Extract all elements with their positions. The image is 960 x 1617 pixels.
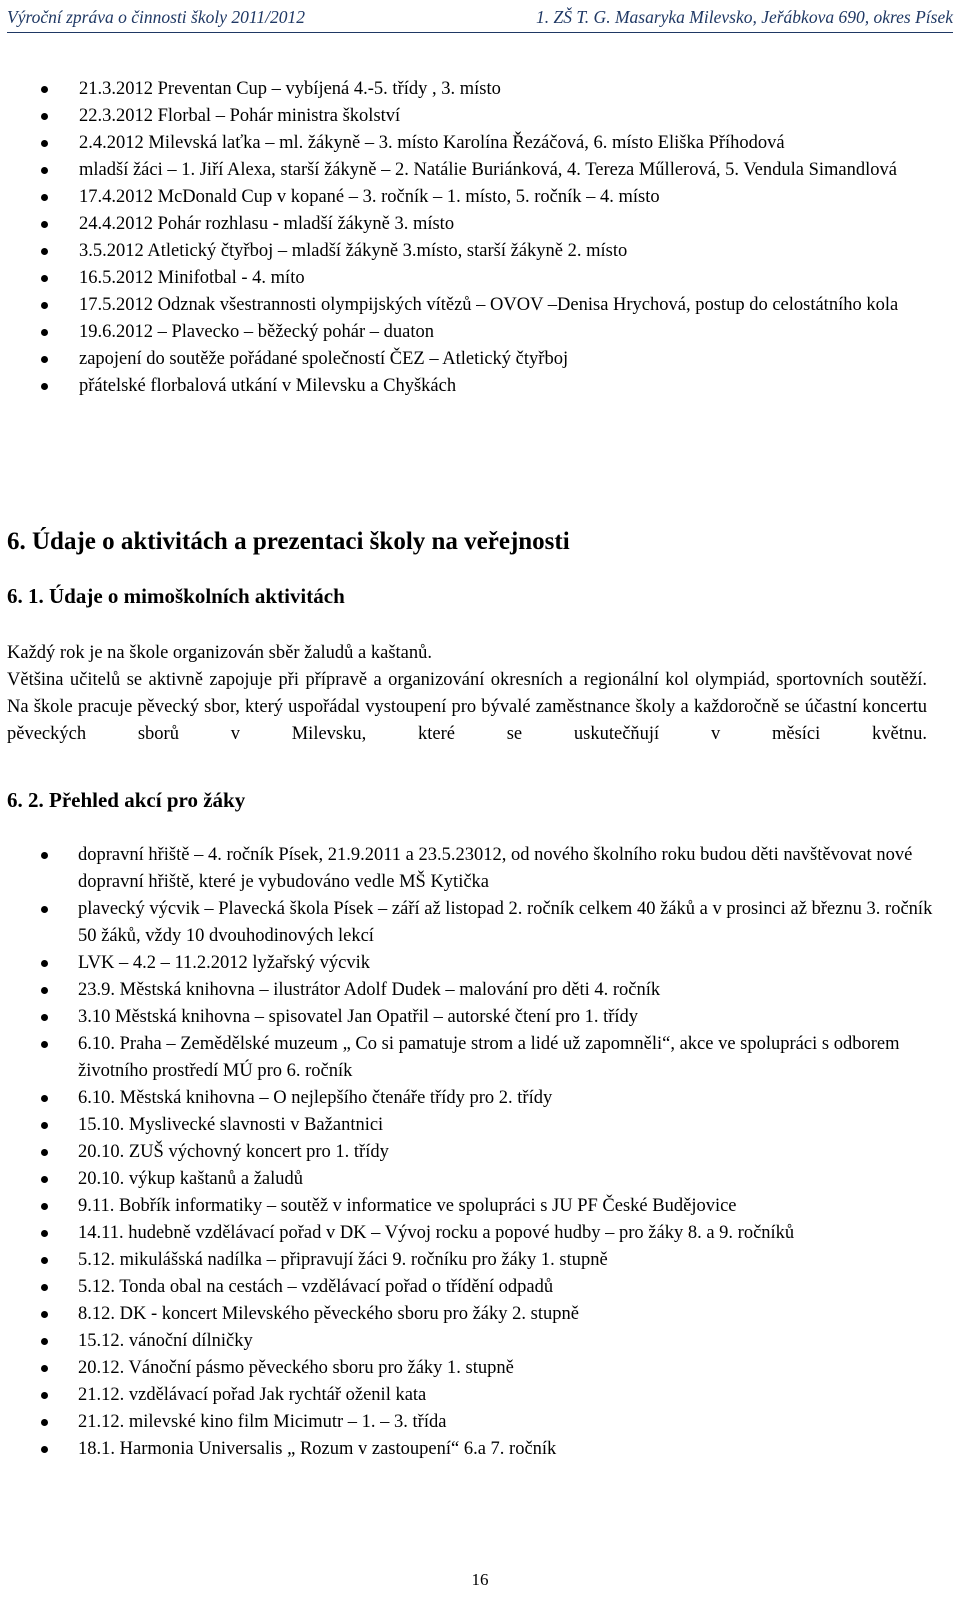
section-6-1-heading: 6. 1. Údaje o mimoškolních aktivitách xyxy=(7,584,345,608)
list-item: 3.10 Městská knihovna – spisovatel Jan Opatřil – autorské čtení pro 1. třídy xyxy=(0,1004,960,1031)
list-item: 15.10. Myslivecké slavnosti v Bažantnici xyxy=(0,1112,960,1139)
list-item: 21.12. milevské kino film Micimutr – 1. – 3. třída xyxy=(0,1409,960,1436)
list-item: mladší žáci – 1. Jiří Alexa, starší žákyně – 2. Natálie Buriánková, 4. Tereza Műllerová, 5. Vendula Simandlová xyxy=(0,157,960,184)
list-item: 18.1. Harmonia Universalis „ Rozum v zastoupení“ 6.a 7. ročník xyxy=(0,1436,960,1463)
list-item: 16.5.2012 Minifotbal - 4. míto xyxy=(0,265,960,292)
list-item: 23.9. Městská knihovna – ilustrátor Adolf Dudek – malování pro děti 4. ročník xyxy=(0,977,960,1004)
list-item: 22.3.2012 Florbal – Pohár ministra školství xyxy=(0,103,960,130)
list-item: 19.6.2012 – Plavecko – běžecký pohár – duaton xyxy=(0,319,960,346)
section-6-heading: 6. Údaje o aktivitách a prezentaci školy na veřejnosti xyxy=(7,528,570,555)
list-item: dopravní hřiště – 4. ročník Písek, 21.9.2011 a 23.5.23012, od nového školního roku budou děti navštěvovat nové dopravní hřiště, které je vybudováno vedle MŠ Kytička xyxy=(0,842,960,896)
list-item: zapojení do soutěže pořádané společností ČEZ – Atletický čtyřboj xyxy=(0,346,960,373)
list-item: 17.4.2012 McDonald Cup v kopané – 3. ročník – 1. místo, 5. ročník – 4. místo xyxy=(0,184,960,211)
paragraph-teachers: Většina učitelů se aktivně zapojuje při přípravě a organizování okresních a regionální kol olympiád, sportovních soutěží. xyxy=(7,670,927,690)
list-item: 17.5.2012 Odznak všestrannosti olympijských vítězů – OVOV –Denisa Hrychová, postup do celostátního kola xyxy=(0,292,960,319)
list-item: 3.5.2012 Atletický čtyřboj – mladší žákyně 3.místo, starší žákyně 2. místo xyxy=(0,238,960,265)
page-header xyxy=(0,0,960,34)
header-school-name: 1. ZŠ T. G. Masaryka Milevsko, Jeřábkova 690, okres Písek xyxy=(536,7,953,27)
list-item: 2.4.2012 Milevská laťka – ml. žákyně – 3. místo Karolína Řezáčová, 6. místo Eliška Příhodová xyxy=(0,130,960,157)
list-item: 20.12. Vánoční pásmo pěveckého sboru pro žáky 1. stupně xyxy=(0,1355,960,1382)
paragraph-choir: Na škole pracuje pěvecký sbor, který uspořádal vystoupení pro bývalé zaměstnance školy a každoročně se účastní koncertu pěveckých sborů v Milevsku, které se uskutečňují v měsíci květnu. xyxy=(7,697,927,744)
list-item: přátelské florbalová utkání v Milevsku a Chyškách xyxy=(0,373,960,400)
list-item: 15.12. vánoční dílničky xyxy=(0,1328,960,1355)
list-item: 5.12. Tonda obal na cestách – vzdělávací pořad o třídění odpadů xyxy=(0,1274,960,1301)
header-rule xyxy=(7,32,953,33)
list-item: 14.11. hudebně vzdělávací pořad v DK – Vývoj rocku a popové hudby – pro žáky 8. a 9. ročníků xyxy=(0,1220,960,1247)
list-item: 6.10. Městská knihovna – O nejlepšího čtenáře třídy pro 2. třídy xyxy=(0,1085,960,1112)
paragraph-collection: Každý rok je na škole organizován sběr žaludů a kaštanů. xyxy=(7,643,433,663)
list-item: plavecký výcvik – Plavecká škola Písek – září až listopad 2. ročník celkem 40 žáků a v prosinci až březnu 3. ročník 50 žáků, vždy 10 dvouhodinových lekcí xyxy=(0,896,960,950)
list-item: 21.12. vzdělávací pořad Jak rychtář oženil kata xyxy=(0,1382,960,1409)
list-item: 24.4.2012 Pohár rozhlasu - mladší žákyně 3. místo xyxy=(0,211,960,238)
list-item: 5.12. mikulášská nadílka – připravují žáci 9. ročníku pro žáky 1. stupně xyxy=(0,1247,960,1274)
section-6-2-heading: 6. 2. Přehled akcí pro žáky xyxy=(7,788,246,812)
list-item: 20.10. ZUŠ výchovný koncert pro 1. třídy xyxy=(0,1139,960,1166)
sports-results-list xyxy=(0,76,960,400)
events-list xyxy=(0,842,960,1463)
page-number: 16 xyxy=(471,1570,489,1589)
list-item: LVK – 4.2 – 11.2.2012 lyžařský výcvik xyxy=(0,950,960,977)
section-6-1-body xyxy=(7,640,927,748)
list-item: 9.11. Bobřík informatiky – soutěž v informatice ve spolupráci s JU PF České Budějovice xyxy=(0,1193,960,1220)
list-item: 21.3.2012 Preventan Cup – vybíjená 4.-5. třídy , 3. místo xyxy=(0,76,960,103)
list-item: 8.12. DK - koncert Milevského pěveckého sboru pro žáky 2. stupně xyxy=(0,1301,960,1328)
list-item: 20.10. výkup kaštanů a žaludů xyxy=(0,1166,960,1193)
list-item: 6.10. Praha – Zemědělské muzeum „ Co si pamatuje strom a lidé už zapomněli“, akce ve spolupráci s odborem životního prostředí MÚ pro 6. ročník xyxy=(0,1031,960,1085)
header-report-title: Výroční zpráva o činnosti školy 2011/2012 xyxy=(7,7,305,27)
